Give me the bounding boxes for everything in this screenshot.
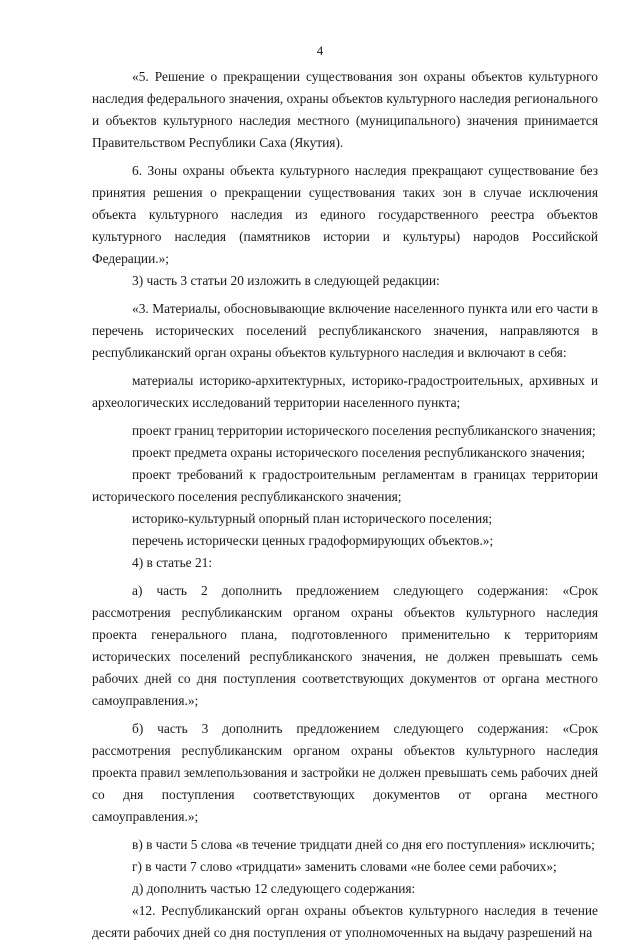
paragraph-9: историко-культурный опорный план исторического поселения; xyxy=(132,511,493,526)
paragraph-16: д) дополнить частью 12 следующего содержания: xyxy=(132,881,416,896)
paragraph-17: «12. Республиканский орган охраны объектов культурного наследия в течение десяти рабочих дней со дня поступления от уполномоченных на выдачу разрешений на xyxy=(92,903,598,940)
paragraph-1: «5. Решение о прекращении существования зон охраны объектов культурного наследия федерального значения, охраны объектов культурного наследия регионального и объектов культурного наследия местного (муниципального) значения принимается Правительством Республики Саха (Якутия). xyxy=(92,69,598,150)
paragraph-12: а) часть 2 дополнить предложением следующего содержания: «Срок рассмотрения республиканским органом охраны объектов культурного наследия проекта генерального плана, подготовленного применительно к территориям исторических поселений республиканского значения, не должен превышать семь рабочих дней со дня поступления соответствующих документов от органа местного самоуправления.»; xyxy=(92,583,598,708)
paragraph-3: 3) часть 3 статьи 20 изложить в следующей редакции: xyxy=(132,273,440,288)
paragraph-6: проект границ территории исторического поселения республиканского значения; xyxy=(132,423,596,438)
paragraph-5: материалы историко-архитектурных, историко-градостроительных, архивных и археологических исследований территории населенного пункта; xyxy=(92,373,598,410)
page-number: 4 xyxy=(316,43,324,58)
paragraph-14: в) в части 5 слова «в течение тридцати дней со дня его поступления» исключить; xyxy=(132,837,595,852)
paragraph-4: «3. Материалы, обосновывающие включение населенного пункта или его части в перечень исторических поселений республиканского значения, направляются в республиканский орган охраны объектов культурного наследия и включают в себя: xyxy=(92,301,598,360)
paragraph-10: перечень исторически ценных градоформирующих объектов.»; xyxy=(132,533,494,548)
paragraph-7: проект предмета охраны исторического поселения республиканского значения; xyxy=(132,445,586,460)
paragraph-8: проект требований к градостроительным регламентам в границах территории исторического поселения республиканского значения; xyxy=(92,467,598,504)
paragraph-2: 6. Зоны охраны объекта культурного наследия прекращают существование без принятия решения о прекращении существования таких зон в случае исключения объекта культурного наследия из единого государственного реестра объектов культурного наследия (памятников истории и культуры) народов Российской Федерации.»; xyxy=(92,163,598,266)
document-body xyxy=(92,66,598,944)
paragraph-11: 4) в статье 21: xyxy=(132,555,213,570)
paragraph-15: г) в части 7 слово «тридцати» заменить словами «не более семи рабочих»; xyxy=(132,859,557,874)
paragraph-13: б) часть 3 дополнить предложением следующего содержания: «Срок рассмотрения республиканским органом охраны объектов культурного наследия проекта правил землепользования и застройки не должен превышать семь рабочих дней со дня поступления соответствующих документов от органа местного самоуправления.»; xyxy=(92,721,598,824)
